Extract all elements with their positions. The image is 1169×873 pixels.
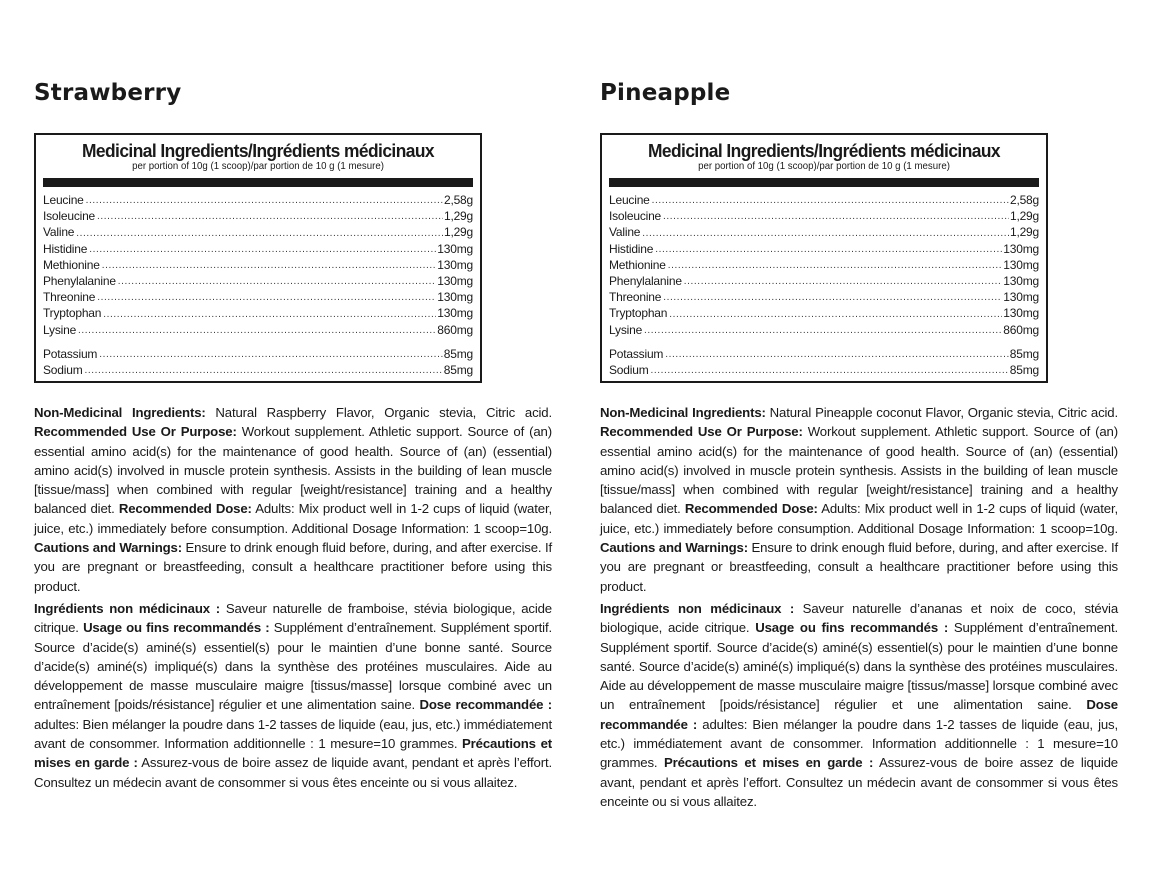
recommended-use-text: Workout supplement. Athletic support. Source of (an) essential amino acid(s) for the maintenance of good health. Source of (an) (essential) amino acid(s) involved in muscle protein synthesis. Assists in the building of lean muscle [tissue/mass] when combined with regular [weight/resistance] training and a healthy balanced diet. [600,424,1118,517]
recommended-dose-text: Adults: Mix product well in 1-2 cups of liquid (water, juice, etc.) immediately before consumption. Additional Dosage Information: 1 scoop=10g. [600,501,1118,536]
ingredient-name: Potassium [43,346,98,361]
label-cautions: Cautions and Warnings: [34,540,182,556]
ingredient-row [609,305,1039,321]
ingredient-amount: 130mg [1003,290,1039,305]
fr-cautions-text: Assurez-vous de boire assez de liquide avant, pendant et après l’effort. Consultez un médecin avant de consommer si vous êtes enceinte ou si vous allaitez. [34,755,552,790]
fr-cautions-text: Assurez-vous de boire assez de liquide avant, pendant et après l’effort. Consultez un médecin avant de consommer si vous êtes enceinte ou si vous allaitez. [600,755,1118,809]
label-cautions: Cautions and Warnings: [600,540,748,556]
ingredient-name: Histidine [609,241,654,256]
ingredient-amount: 130mg [437,290,473,305]
panel-subheading: per portion of 10g (1 scoop)/par portion de 10 g (1 mesure) [698,160,950,172]
dot-leader [118,278,437,286]
panel-heading: Medicinal Ingredients/Ingrédients médicinaux [647,140,1001,161]
label-fr-non-medicinal: Ingrédients non médicinaux : [34,600,220,616]
recommended-use-text: Workout supplement. Athletic support. Source of (an) essential amino acid(s) for the maintenance of good health. Source of (an) (essential) amino acid(s) involved in muscle protein synthesis. Assists in the building of lean muscle [tissue/mass] when combined with regular [weight/resistance] training and a healthy balanced diet. [34,424,552,517]
french-paragraph [34,599,552,792]
dot-leader [665,351,1009,359]
dot-leader [97,213,443,221]
ingredient-row [43,192,473,208]
label-fr-cautions: Précautions et mises en garde : [663,755,874,771]
medicinal-ingredients-panel [34,133,482,383]
ingredient-name: Lysine [43,322,77,337]
ingredient-amount: 1,29g [443,209,473,224]
ingredient-amount: 130mg [437,306,473,321]
ingredient-name: Histidine [43,241,88,256]
dot-leader [99,351,443,359]
ingredient-name: Valine [609,225,641,240]
cautions-text: Ensure to drink enough fluid before, during, and after exercise. If you are pregnant or breastfeeding, consult a healthcare practitioner before using this product. [34,540,552,594]
english-paragraph [34,403,552,596]
product-description [34,403,552,795]
label-recommended-dose: Recommended Dose: [118,501,252,517]
label-non-medicinal: Non-Medicinal Ingredients: [34,405,206,420]
panel-subheading: per portion of 10g (1 scoop)/par portion de 10 g (1 mesure) [132,160,384,172]
dot-leader [103,311,436,319]
flavor-title: Strawberry [34,80,182,106]
ingredient-row [43,322,473,338]
ingredient-row [43,208,473,224]
mineral-list [609,346,1039,378]
product-description [600,403,1118,814]
ingredient-name: Sodium [43,363,83,378]
ingredient-name: Isoleucine [43,209,96,224]
ingredient-amount: 130mg [437,241,473,256]
ingredient-amount: 130mg [1003,306,1039,321]
ingredient-row [43,289,473,305]
ingredient-name: Tryptophan [43,306,102,321]
dot-leader [651,367,1009,375]
ingredient-name: Isoleucine [609,209,662,224]
label-fr-dose: Dose recommandée : [600,697,1118,732]
fr-use-text: Supplément d’entraînement. Supplément sportif. Source d’acide(s) aminé(s) essentiel(s) pour le maintien d’une bonne santé. Source d’acide(s) aminé(s) impliqué(s) dans la synthèse des protéines musculaires. Aide au développement de masse musculaire maigre [tissus/masse] lorsque combiné avec un entraînement [poids/résistance] régulier et une alimentation saine. [34,620,552,713]
ingredient-row [43,224,473,240]
dot-leader [89,246,436,254]
label-fr-cautions: Précautions et mises en garde : [34,736,552,771]
dot-leader [76,230,443,238]
panel-heading: Medicinal Ingredients/Ingrédients médicinaux [81,140,435,161]
dot-leader [86,197,443,205]
label-fr-non-medicinal: Ingrédients non médicinaux : [600,600,795,616]
ingredient-row [609,208,1039,224]
ingredient-amount: 2,58g [1009,193,1039,207]
ingredient-name: Phenylalanine [609,274,682,289]
ingredient-amount: 130mg [437,257,473,272]
ingredient-amount: 130mg [1003,241,1039,256]
ingredient-amount: 860mg [437,322,473,337]
ingredient-name: Methionine [43,257,100,272]
ingredient-row [43,346,473,362]
dot-leader [663,213,1009,221]
dot-leader [97,294,436,302]
flavor-title: Pineapple [600,80,731,106]
label-fr-dose: Dose recommandée : [419,697,552,713]
ingredient-name: Phenylalanine [43,274,116,289]
ingredient-name: Threonine [43,290,96,305]
dot-leader [668,262,1003,270]
english-paragraph [600,403,1118,596]
amino-acid-list [609,192,1039,338]
fr-non-medicinal-text: Saveur naturelle d’ananas et noix de coco, stévia biologique, acide citrique. [600,600,1119,636]
label-non-medicinal: Non-Medicinal Ingredients: [600,405,766,420]
dot-leader [663,294,1002,302]
french-paragraph [600,599,1118,811]
medicinal-ingredients-panel [600,133,1048,383]
fr-non-medicinal-text: Saveur naturelle de framboise, stévia biologique, acide citrique. [34,600,552,636]
ingredient-row [43,241,473,257]
ingredient-amount: 130mg [1003,274,1039,289]
label-fr-use: Usage ou fins recommandés : [755,620,949,636]
ingredient-name: Lysine [609,322,643,337]
ingredient-row [609,224,1039,240]
ingredient-amount: 85mg [1009,346,1039,361]
ingredient-name: Threonine [609,290,662,305]
dot-leader [655,246,1002,254]
non-medicinal-text: Natural Pineapple coconut Flavor, Organic stevia, Citric acid. [765,405,1118,420]
dot-leader [85,367,443,375]
ingredient-row [609,346,1039,362]
fr-use-text: Supplément d’entraînement. Supplément sportif. Source d’acide(s) aminé(s) essentiel(s) pour le maintien d’une bonne santé. Source d’acide(s) aminé(s) impliqué(s) dans la synthèse des protéines musculaires. Aide au développement de masse musculaire maigre [tissus/masse] lorsque combiné avec un entraînement [poids/résistance] régulier et une alimentation saine. [600,620,1119,713]
ingredient-row [609,192,1039,208]
ingredient-amount: 85mg [443,346,473,361]
ingredient-amount: 85mg [443,363,473,378]
ingredient-name: Potassium [609,346,664,361]
dot-leader [102,262,437,270]
ingredient-row [609,289,1039,305]
ingredient-name: Tryptophan [609,306,668,321]
ingredient-amount: 2,58g [443,193,473,207]
ingredient-row [43,257,473,273]
label-fr-use: Usage ou fins recommandés : [83,620,270,636]
mineral-list [43,346,473,378]
ingredient-amount: 1,29g [1009,225,1039,240]
dot-leader [684,278,1003,286]
ingredient-amount: 1,29g [443,225,473,240]
ingredient-amount: 130mg [437,274,473,289]
ingredient-row [609,273,1039,289]
ingredient-name: Leucine [43,193,84,207]
ingredient-name: Methionine [609,257,666,272]
ingredient-amount: 85mg [1009,363,1039,378]
panel-divider-bar [609,178,1039,187]
label-recommended-dose: Recommended Dose: [684,501,818,517]
panel-divider-bar [43,178,473,187]
ingredient-row [609,257,1039,273]
ingredient-row [609,362,1039,378]
label-recommended-use: Recommended Use Or Purpose: [34,424,237,440]
ingredient-name: Sodium [609,363,649,378]
dot-leader [669,311,1002,319]
ingredient-row [609,322,1039,338]
ingredient-row [43,362,473,378]
label-recommended-use: Recommended Use Or Purpose: [600,424,803,440]
ingredient-row [43,273,473,289]
ingredient-name: Leucine [609,193,650,207]
recommended-dose-text: Adults: Mix product well in 1-2 cups of liquid (water, juice, etc.) immediately before consumption. Additional Dosage Information: 1 scoop=10g. [34,501,552,536]
dot-leader [642,230,1009,238]
fr-dose-text: adultes: Bien mélanger la poudre dans 1-2 tasses de liquide (eau, jus, etc.) immédiatement avant de consommer. Information additionnelle : 1 mesure=10 grammes. [600,716,1118,771]
dot-leader [652,197,1009,205]
amino-acid-list [43,192,473,338]
dot-leader [78,327,436,335]
ingredient-name: Valine [43,225,75,240]
ingredient-amount: 1,29g [1009,209,1039,224]
ingredient-row [43,305,473,321]
non-medicinal-text: Natural Raspberry Flavor, Organic stevia, Citric acid. [205,405,552,420]
dot-leader [644,327,1002,335]
fr-dose-text: adultes: Bien mélanger la poudre dans 1-2 tasses de liquide (eau, jus, etc.) immédiatement avant de consommer. Information additionnelle : 1 mesure=10 grammes. [34,716,552,752]
ingredient-amount: 130mg [1003,257,1039,272]
cautions-text: Ensure to drink enough fluid before, during, and after exercise. If you are pregnant or breastfeeding, consult a healthcare practitioner before using this product. [600,540,1118,594]
ingredient-row [609,241,1039,257]
ingredient-amount: 860mg [1003,322,1039,337]
